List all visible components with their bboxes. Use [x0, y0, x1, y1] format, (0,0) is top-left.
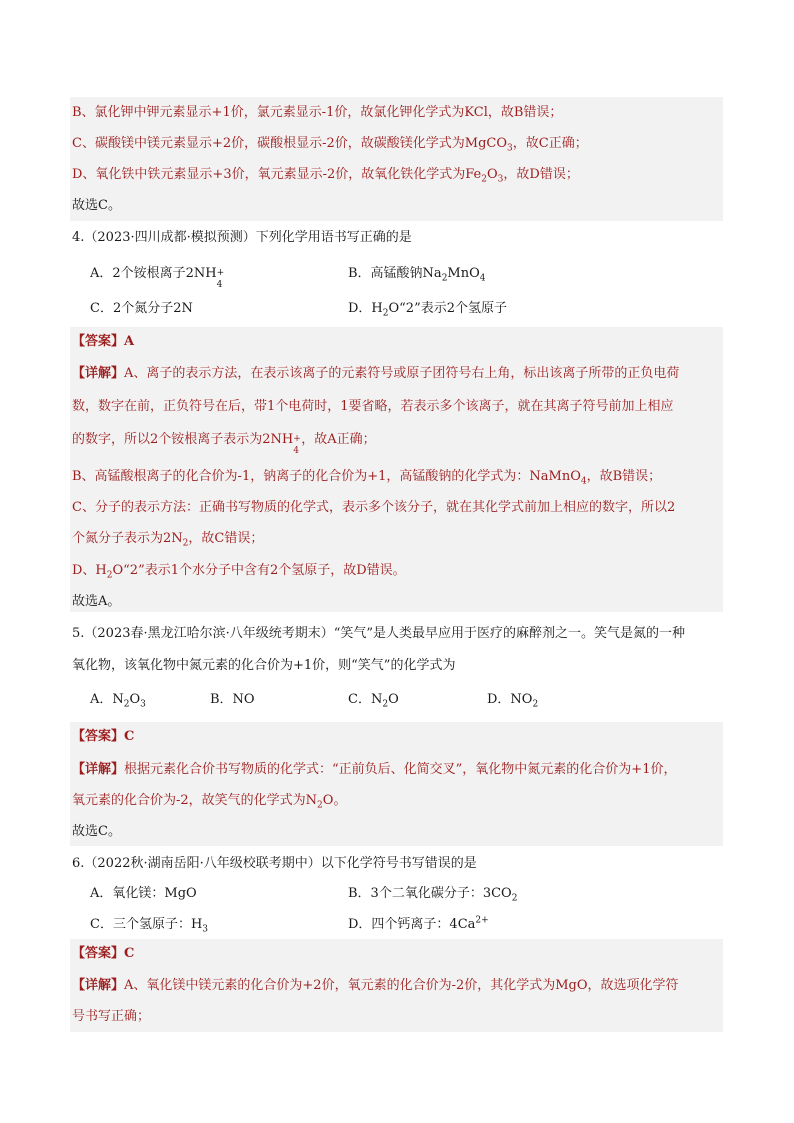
q4-line-d: D、$H_2O“2$”表示1个水分子中含有2个氢原子，故D错误。: [72, 563, 406, 581]
q4-option-d: D．$H_2O“2$”表示2个氢原子: [348, 301, 507, 319]
q6-option-a: A．氧化镁：MgO: [90, 886, 197, 901]
q6-detail-2: 号书写正确；: [72, 1009, 151, 1024]
q5-answer-block: [70, 722, 723, 846]
prev-conclusion: 故选C。: [72, 198, 121, 213]
prev-line-b: B、氯化钾中钾元素显示+1价，氯元素显示-1价，故氯化钾化学式为KCl，故B错误；: [72, 105, 563, 120]
q4-detail-2: 数，数字在前，正负符号在后，带1个电荷时，1要省略，若表示多个该离子，就在其离子符号前加上相应: [72, 399, 674, 414]
prev-line-d: D、氧化铁中铁元素显示+3价，氧元素显示-2价，故氧化铁化学式为$Fe_2O_3$，故D错误；: [72, 167, 579, 185]
q6-option-b: B．3个二氧化碳分子：$3CO_2$: [348, 886, 518, 904]
q5-option-c: C．$N_2O$: [348, 692, 399, 710]
q5-answer: 【答案】C: [72, 729, 135, 744]
q4-option-c: C．2个氮分子2N: [90, 301, 193, 316]
q5-conclusion: 故选C。: [72, 824, 121, 839]
q4-stem: 4.（2023·四川成都·模拟预测）下列化学用语书写正确的是: [72, 230, 412, 245]
q6-option-c: C．三个氢原子：$H_3$: [90, 917, 209, 935]
q5-stem-2: 氧化物，该氧化物中氮元素的化合价为+1价，则“笑气”的化学式为: [72, 658, 456, 673]
q6-answer: 【答案】C: [72, 946, 135, 961]
q5-option-b: B．NO: [210, 692, 255, 707]
q4-line-c1: C、分子的表示方法：正确书写物质的化学式，表示多个该分子，就在其化学式前加上相应的数字，所以2: [72, 500, 676, 515]
q4-line-c2: 个氮分子表示为$2N_2$，故C错误；: [72, 531, 264, 549]
q5-stem-1: 5.（2023春·黑龙江哈尔滨·八年级统考期末）“笑气”是人类最早应用于医疗的麻醉剂之一。笑气是氮的一种: [72, 626, 686, 641]
q5-option-a: A．$N_2O_3$: [90, 692, 146, 710]
q6-stem: 6.（2022秋·湖南岳阳·八年级校联考期中）以下化学符号书写错误的是: [72, 856, 477, 871]
q4-option-b: B．高锰酸钠$Na_2MnO_4$: [348, 266, 486, 284]
prev-line-c: C、碳酸镁中镁元素显示+2价，碳酸根显示-2价，故碳酸镁化学式为MgCO$_3$，故C正确；: [72, 136, 588, 154]
q4-line-b: B、高锰酸根离子的化合价为-1，钠离子的化合价为+1，高锰酸钠的化学式为：NaMnO$_4$，故B错误；: [72, 469, 662, 487]
q6-detail-1: 【详解】A、氧化镁中镁元素的化合价为+2价，氧元素的化合价为-2价，其化学式为MgO，故选项化学符: [72, 978, 679, 993]
q5-detail-2: 氧元素的化合价为-2，故笑气的化学式为$N_2O$。: [72, 793, 347, 811]
q6-option-d: D．四个钙离子：$4Ca^{2+}$: [348, 915, 489, 932]
q4-detail-3: 的数字，所以2个铵根离子表示为2NH + ，故A正确；: [72, 432, 376, 447]
q5-option-d: D．$NO_2$: [487, 692, 539, 710]
q4-option-a: A．2个铵根离子2NH + 4: [90, 266, 225, 290]
q4-conclusion: 故选A。: [72, 594, 121, 609]
q5-detail-1: 【详解】根据元素化合价书写物质的化学式：“正前负后、化简交叉”，氧化物中氮元素的化合价为+1价，: [72, 762, 677, 777]
q4-detail-1: 【详解】A、离子的表示方法，在表示该离子的元素符号或原子团符号右上角，标出该离子所带的正负电荷: [72, 366, 680, 381]
q4-answer: 【答案】A: [72, 334, 135, 349]
